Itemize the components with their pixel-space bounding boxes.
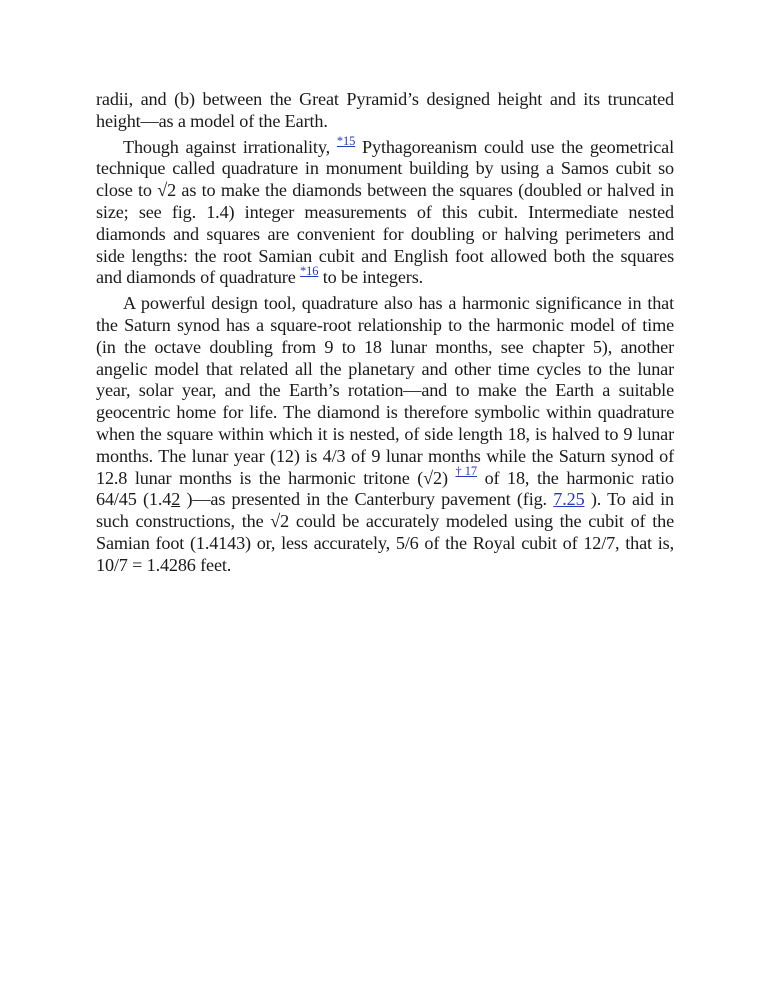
footnote-link-16[interactable]: *16 xyxy=(300,264,319,279)
paragraph-2 xyxy=(96,133,675,290)
figure-link-7-25[interactable]: 7.25 xyxy=(553,489,585,510)
footnote-ref-16-wrapper xyxy=(300,264,318,278)
footnote-ref-15-wrapper xyxy=(337,134,355,148)
page-body xyxy=(96,89,674,581)
repeating-digit-underline: 2 xyxy=(171,489,181,510)
footnote-link-17[interactable]: †17 xyxy=(455,464,477,479)
footnote-ref-17-wrapper xyxy=(455,464,477,478)
paragraph-2-text-a: Though against irrationality, xyxy=(123,136,330,157)
paragraph-3-text-d: ). To aid in such constructions, the √2 could be accurately modeled using the cubit of the Samian foot (1.4143) or, less accurately, 5/6 of the Royal cubit of 12/7, that is, 10/7 = 1.4286 feet. xyxy=(96,489,674,575)
footnote-link-15[interactable]: *15 xyxy=(336,133,356,148)
paragraph-3 xyxy=(96,293,674,576)
paragraph-3-text-a: A powerful design tool, quadrature also has a harmonic significance in that the Saturn synod has a square-root relationship to the harmonic model of time (in the octave doubling from 9 to 18 lunar months, see chapter 5), another angelic model that related all the planetary and other time cycles to the lunar year, solar year, and the Earth’s rotation—and to make the Earth a suitable geocentric home for life. The diamond is therefore symbolic within quadrature when the square within which it is nested, of side length 18, is halved to 9 lunar months. The lunar year (12) is 4/3 of 9 lunar months while the Saturn synod of 12.8 lunar months is the harmonic tritone (√2) xyxy=(96,293,674,488)
paragraph-2-text-b: Pythagoreanism could use the geometrical technique called quadrature in monument building by using a Samos cubit so close to √2 as to make the diamonds between the squares (doubled or halved in size; see fig. 1.4) integer measurements of this cubit. Intermediate nested diamonds and squares are convenient for doubling or halving perimeters and side lengths: the root Samian cubit and English foot allowed both the squares and diamonds of quadrature xyxy=(96,136,675,288)
paragraph-1 xyxy=(96,89,674,133)
paragraph-3-text-b: of 18, the harmonic ratio 64/45 (1.4 xyxy=(96,467,674,510)
paragraph-3-text-c: )—as presented in the Canterbury pavement (fig. xyxy=(180,489,547,510)
paragraph-2-text-c: to be integers. xyxy=(318,267,424,288)
paragraph-1-text: radii, and (b) between the Great Pyramid’s designed height and its truncated height—as a model of the Earth. xyxy=(96,89,674,131)
